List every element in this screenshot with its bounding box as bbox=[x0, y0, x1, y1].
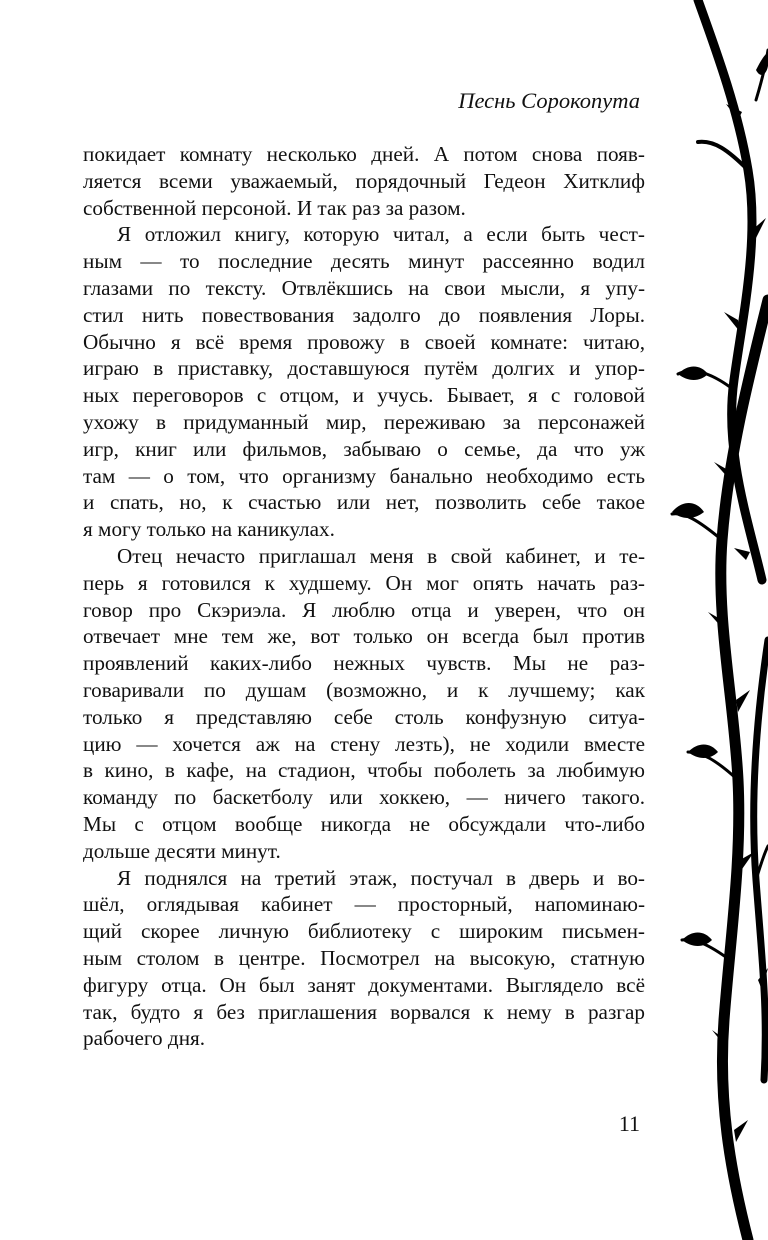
text-line: я могу только на каникулах. bbox=[83, 517, 335, 542]
text-line: Мы с отцом вообще никогда не обсуждали что-либо bbox=[83, 811, 645, 836]
page-number: 11 bbox=[618, 1111, 640, 1136]
text-line: и спать, но, к счастью или нет, позволить себе такое bbox=[83, 490, 645, 515]
text-line: перь я готовился к худшему. Он мог опять начать раз- bbox=[83, 570, 645, 595]
text-line: Обычно я всё время провожу в своей комнате: читаю, bbox=[83, 329, 645, 354]
text-line: шёл, оглядывая кабинет — просторный, напоминаю- bbox=[83, 892, 645, 917]
text-line: цию — хочется аж на стену лезть), не ходили вместе bbox=[83, 731, 645, 756]
body-text bbox=[83, 141, 645, 1052]
text-line: стил нить повествования задолго до появления Лоры. bbox=[83, 302, 645, 327]
text-line: дольше десяти минут. bbox=[83, 838, 281, 863]
text-line: проявлений каких-либо нежных чувств. Мы не раз- bbox=[83, 651, 645, 676]
text-line: там — о том, что организму банально необходимо есть bbox=[83, 463, 645, 488]
text-line: Отец нечасто приглашал меня в свой кабинет, и те- bbox=[117, 543, 645, 568]
text-line: ляется всеми уважаемый, порядочный Гедеон Хитклиф bbox=[83, 168, 645, 193]
text-line: команду по баскетболу или хоккею, — ничего такого. bbox=[83, 785, 645, 810]
text-line: глазами по тексту. Отвлёкшись на свои мысли, я упу- bbox=[83, 275, 645, 300]
text-line: так, будто я без приглашения ворвался к нему в разгар bbox=[83, 999, 645, 1024]
text-line: играю в приставку, доставшуюся путём долгих и упор- bbox=[83, 356, 645, 381]
text-line: отвечает мне тем же, вот только он всегда был против bbox=[83, 624, 645, 649]
text-line: покидает комнату несколько дней. А потом снова появ- bbox=[83, 142, 645, 166]
running-head-title: Песнь Сорокопута bbox=[458, 88, 640, 113]
text-line: говор про Скэриэла. Я люблю отца и уверен, что он bbox=[83, 597, 645, 622]
text-line: Я отложил книгу, которую читал, а если быть чест- bbox=[117, 222, 645, 247]
thorny-vine-decoration bbox=[638, 0, 768, 1240]
text-line: рабочего дня. bbox=[83, 1026, 206, 1051]
text-line: ных переговоров с отцом, и учусь. Бывает, я с головой bbox=[83, 383, 645, 408]
text-line: говаривали по душам (возможно, и к лучшему; как bbox=[83, 677, 645, 702]
text-line: ным — то последние десять минут рассеянно водил bbox=[83, 249, 645, 274]
text-line: Я поднялся на третий этаж, постучал в дверь и во- bbox=[117, 865, 645, 890]
text-line: ухожу в придуманный мир, переживаю за персонажей bbox=[83, 409, 645, 434]
text-line: ным столом в центре. Посмотрел на высокую, статную bbox=[83, 945, 645, 970]
text-line: только я представляю себе столь конфузную ситуа- bbox=[83, 704, 645, 729]
text-line: в кино, в кафе, на стадион, чтобы поболеть за любимую bbox=[83, 758, 645, 783]
text-line: щий скорее личную библиотеку с широким письмен- bbox=[83, 919, 645, 944]
text-line: собственной персоной. И так раз за разом. bbox=[83, 195, 466, 220]
text-line: фигуру отца. Он был занят документами. Выглядело всё bbox=[83, 972, 645, 997]
text-line: игр, книг или фильмов, забываю о семье, да что уж bbox=[83, 436, 645, 461]
